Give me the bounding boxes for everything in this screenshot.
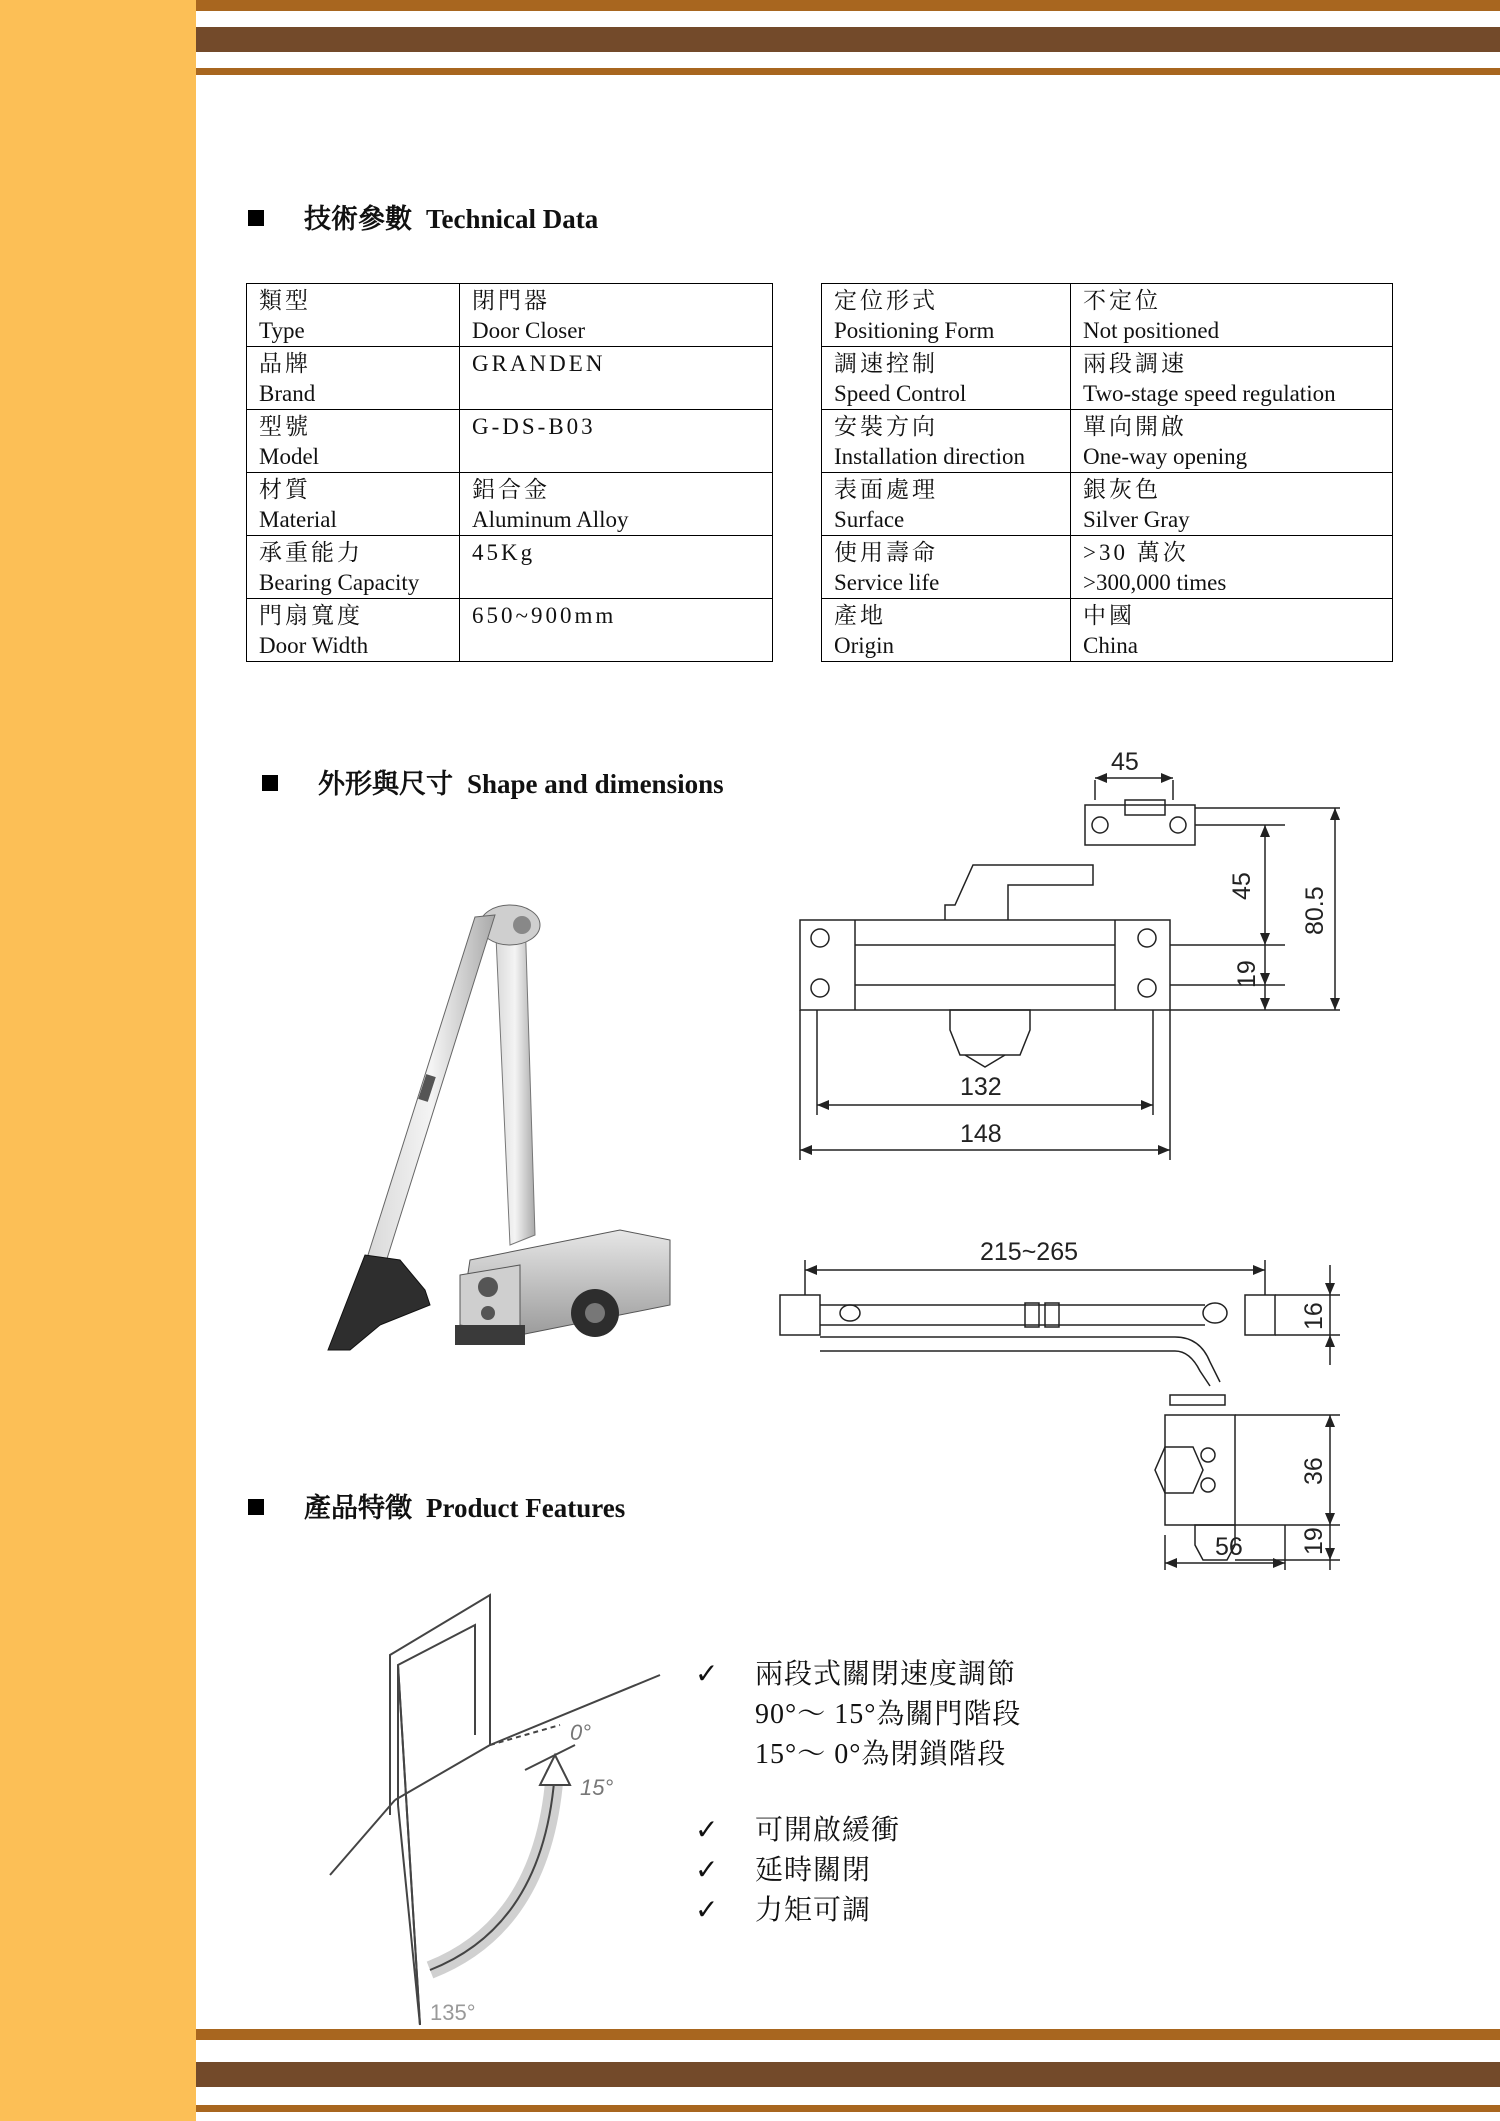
spec-label-zh: 承重能力 xyxy=(259,540,363,565)
dim-width-148: 148 xyxy=(960,1120,1002,1148)
spec-value-cell xyxy=(460,473,773,536)
feature-item: ✓ 力矩可調 xyxy=(695,1891,1021,1931)
spec-value-zh: 鋁合金 xyxy=(472,477,550,502)
spec-value-cell xyxy=(1071,410,1393,473)
spec-label-cell xyxy=(822,536,1071,599)
spec-row xyxy=(247,410,773,473)
dim-vertical-80-5: 80.5 xyxy=(1301,886,1329,935)
spec-row xyxy=(247,536,773,599)
spec-label-zh: 產地 xyxy=(834,603,886,628)
spec-label-en: Type xyxy=(259,318,305,343)
spec-value-zh: 650~900mm xyxy=(472,603,617,628)
spec-value-cell xyxy=(1071,347,1393,410)
spec-label-cell xyxy=(822,599,1071,662)
spec-value-zh: 不定位 xyxy=(1083,288,1161,313)
spec-label-zh: 類型 xyxy=(259,288,311,313)
spec-value-cell xyxy=(460,410,773,473)
spec-value-zh: 45Kg xyxy=(472,540,536,565)
door-angle-illustration xyxy=(330,1595,660,2035)
spec-value-en: Door Closer xyxy=(472,318,586,343)
spec-value-zh: 中國 xyxy=(1083,603,1135,628)
spec-label-cell xyxy=(822,284,1071,347)
spec-value-en: Silver Gray xyxy=(1083,507,1190,532)
angle-135-label: 135° xyxy=(430,2000,476,2025)
spec-value-cell xyxy=(1071,473,1393,536)
spec-label-en: Material xyxy=(259,507,337,532)
shape-dimensions-heading: 外形與尺寸 Shape and dimensions xyxy=(262,762,724,801)
product-features-heading: 產品特徵 Product Features xyxy=(248,1486,625,1525)
spec-value-cell xyxy=(460,599,773,662)
spec-row xyxy=(822,599,1393,662)
spec-label-zh: 使用壽命 xyxy=(834,540,938,565)
dim-vertical-19: 19 xyxy=(1233,960,1261,988)
spec-row xyxy=(822,347,1393,410)
spec-label-en: Model xyxy=(259,444,320,469)
spec-label-en: Speed Control xyxy=(834,381,967,406)
bullet-square-icon xyxy=(248,1499,264,1515)
spec-row xyxy=(822,284,1393,347)
spec-label-en: Installation direction xyxy=(834,444,1025,469)
checkmark-icon: ✓ xyxy=(695,1815,719,1846)
bullet-square-icon xyxy=(248,210,264,226)
spec-label-zh: 定位形式 xyxy=(834,288,938,313)
spec-row xyxy=(247,347,773,410)
door-closer-photo xyxy=(310,895,730,1395)
spec-value-cell xyxy=(1071,536,1393,599)
checkmark-icon: ✓ xyxy=(695,1895,719,1926)
spec-row xyxy=(822,473,1393,536)
spec-label-en: Brand xyxy=(259,381,316,406)
checkmark-icon: ✓ xyxy=(695,1659,719,1690)
spec-label-cell xyxy=(822,473,1071,536)
spec-row xyxy=(247,284,773,347)
spec-value-zh: GRANDEN xyxy=(472,351,606,376)
header-stripe-2 xyxy=(196,27,1500,52)
dim-body-56: 56 xyxy=(1215,1533,1243,1561)
angle-0-label: 0° xyxy=(570,1720,592,1745)
spec-label-cell xyxy=(822,347,1071,410)
spec-label-en: Door Width xyxy=(259,633,369,658)
dim-body-19: 19 xyxy=(1300,1527,1328,1555)
spec-table-right xyxy=(821,283,1393,662)
footer-stripe-2 xyxy=(196,2062,1500,2087)
spec-value-cell xyxy=(1071,599,1393,662)
spec-label-cell xyxy=(247,473,460,536)
bullet-square-icon xyxy=(262,775,278,791)
spec-value-en: Not positioned xyxy=(1083,318,1220,343)
feature-item: ✓ 兩段式關閉速度調節 90°～ 15°為關門階段 15°～ 0°為閉鎖階段 xyxy=(695,1655,1021,1775)
dim-width-132: 132 xyxy=(960,1073,1002,1101)
spec-label-cell xyxy=(247,410,460,473)
spec-label-cell xyxy=(247,536,460,599)
spec-label-zh: 安裝方向 xyxy=(834,414,938,439)
spec-value-cell xyxy=(460,284,773,347)
spec-label-en: Surface xyxy=(834,507,905,532)
spec-value-cell xyxy=(460,347,773,410)
spec-label-cell xyxy=(247,599,460,662)
body-dimension-drawing xyxy=(795,740,1355,1180)
header-stripe-3 xyxy=(196,68,1500,75)
spec-label-zh: 調速控制 xyxy=(834,351,938,376)
spec-table-left xyxy=(246,283,773,662)
dim-arm-length: 215~265 xyxy=(980,1238,1079,1266)
left-sidebar-band xyxy=(0,0,196,2121)
footer-stripe-3 xyxy=(196,2105,1500,2112)
spec-value-en: Aluminum Alloy xyxy=(472,507,629,532)
dim-vertical-45: 45 xyxy=(1228,872,1256,900)
spec-value-zh: G-DS-B03 xyxy=(472,414,596,439)
spec-label-cell xyxy=(247,284,460,347)
spec-label-en: Service life xyxy=(834,570,940,595)
spec-label-en: Positioning Form xyxy=(834,318,995,343)
spec-row xyxy=(822,410,1393,473)
spec-value-en: One-way opening xyxy=(1083,444,1248,469)
feature-item: ✓ 可開啟緩衝 xyxy=(695,1811,1021,1851)
features-list xyxy=(695,1655,1021,1931)
spec-value-zh: 閉門器 xyxy=(472,288,550,313)
spec-label-en: Bearing Capacity xyxy=(259,570,420,595)
spec-label-zh: 材質 xyxy=(259,477,311,502)
spec-label-zh: 品牌 xyxy=(259,351,311,376)
technical-data-heading: 技術參數 Technical Data xyxy=(248,197,598,236)
spec-row xyxy=(247,599,773,662)
header-stripe-1 xyxy=(196,0,1500,11)
checkmark-icon: ✓ xyxy=(695,1855,719,1886)
spec-row xyxy=(822,536,1393,599)
spec-row xyxy=(247,473,773,536)
spec-label-cell xyxy=(822,410,1071,473)
spec-value-en: Two-stage speed regulation xyxy=(1083,381,1336,406)
spec-label-zh: 表面處理 xyxy=(834,477,938,502)
spec-label-zh: 門扇寬度 xyxy=(259,603,363,628)
spec-value-zh: 兩段調速 xyxy=(1083,351,1187,376)
spec-value-cell xyxy=(460,536,773,599)
spec-label-zh: 型號 xyxy=(259,414,311,439)
arm-dimension-drawing xyxy=(775,1225,1355,1575)
dim-arm-16: 16 xyxy=(1300,1302,1328,1330)
spec-label-en: Origin xyxy=(834,633,895,658)
angle-15-label: 15° xyxy=(580,1775,614,1800)
feature-item: ✓ 延時關閉 xyxy=(695,1851,1021,1891)
spec-value-zh: >30 萬次 xyxy=(1083,540,1189,565)
spec-value-en: >300,000 times xyxy=(1083,570,1227,595)
dim-top-45: 45 xyxy=(1111,748,1139,776)
dim-body-36: 36 xyxy=(1300,1457,1328,1485)
spec-value-zh: 銀灰色 xyxy=(1083,477,1161,502)
spec-value-cell xyxy=(1071,284,1393,347)
spec-label-cell xyxy=(247,347,460,410)
spec-value-zh: 單向開啟 xyxy=(1083,414,1187,439)
spec-value-en: China xyxy=(1083,633,1138,658)
